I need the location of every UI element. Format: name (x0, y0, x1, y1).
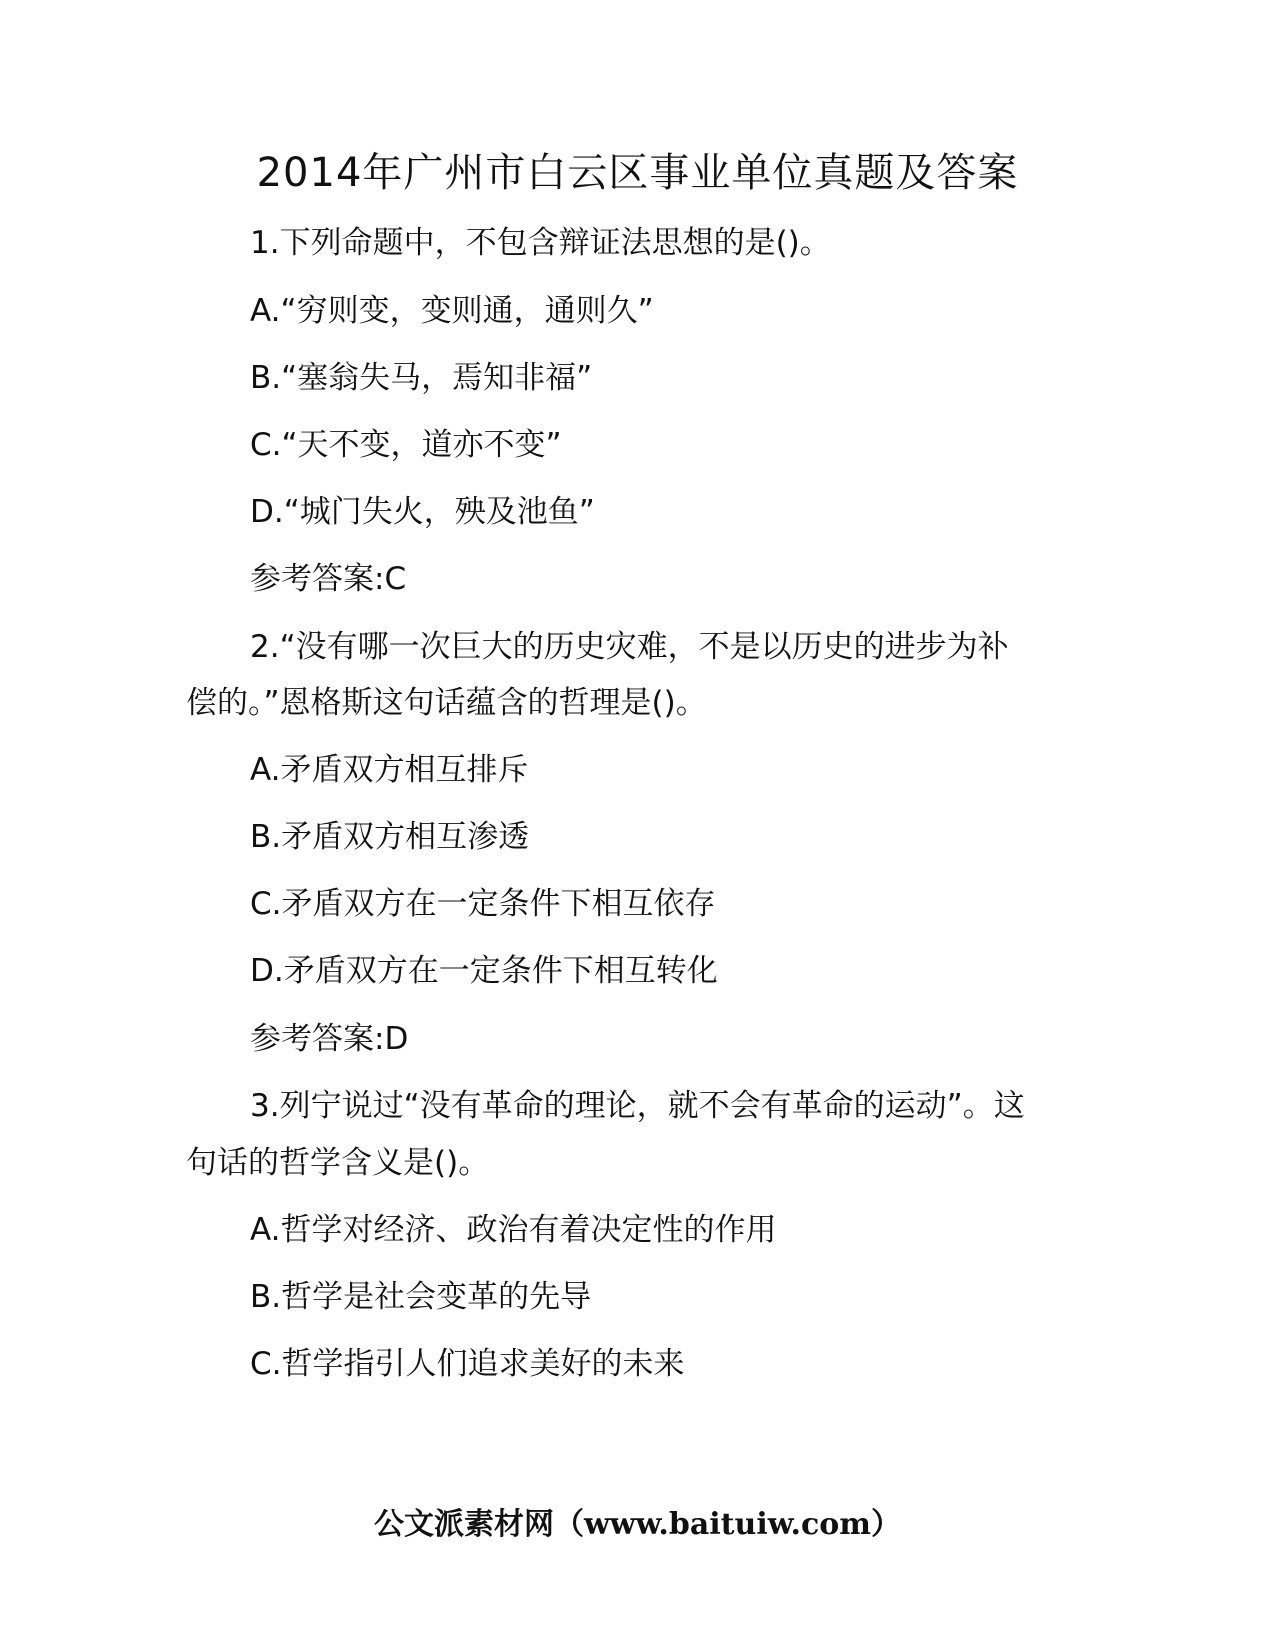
question-1-option-c: C.“天不变，道亦不变” (250, 427, 562, 463)
page-footer: 公文派素材网（www.baituiw.com） (373, 1507, 902, 1542)
question-2-option-c: C.矛盾双方在一定条件下相互依存 (250, 886, 716, 922)
question-2-answer: 参考答案:D (250, 1021, 409, 1057)
question-2-option-b: B.矛盾双方相互渗透 (250, 819, 530, 855)
question-3-stem-line-1: 3.列宁说过“没有革命的理论，就不会有革命的运动”。这 (250, 1088, 1025, 1124)
question-1-option-d: D.“城门失火，殃及池鱼” (250, 494, 595, 530)
document-title: 2014年广州市白云区事业单位真题及答案 (256, 150, 1019, 196)
question-2-option-a: A.矛盾双方相互排斥 (250, 752, 529, 788)
question-3-option-b: B.哲学是社会变革的先导 (250, 1279, 592, 1315)
question-1-option-a: A.“穷则变，变则通，通则久” (250, 293, 654, 329)
question-2-stem-line-2: 偿的。”恩格斯这句话蕴含的哲理是()。 (186, 685, 707, 721)
question-1-stem: 1.下列命题中，不包含辩证法思想的是()。 (250, 225, 831, 261)
question-2-stem-line-1: 2.“没有哪一次巨大的历史灾难，不是以历史的进步为补 (250, 629, 1009, 665)
question-1-option-b: B.“塞翁失马，焉知非福” (250, 360, 593, 396)
question-3-option-c: C.哲学指引人们追求美好的未来 (250, 1346, 685, 1382)
question-2-option-d: D.矛盾双方在一定条件下相互转化 (250, 953, 718, 989)
question-3-stem-line-2: 句话的哲学含义是()。 (186, 1145, 490, 1181)
question-1-answer: 参考答案:C (250, 561, 407, 597)
question-3-option-a: A.哲学对经济、政治有着决定性的作用 (250, 1212, 777, 1248)
